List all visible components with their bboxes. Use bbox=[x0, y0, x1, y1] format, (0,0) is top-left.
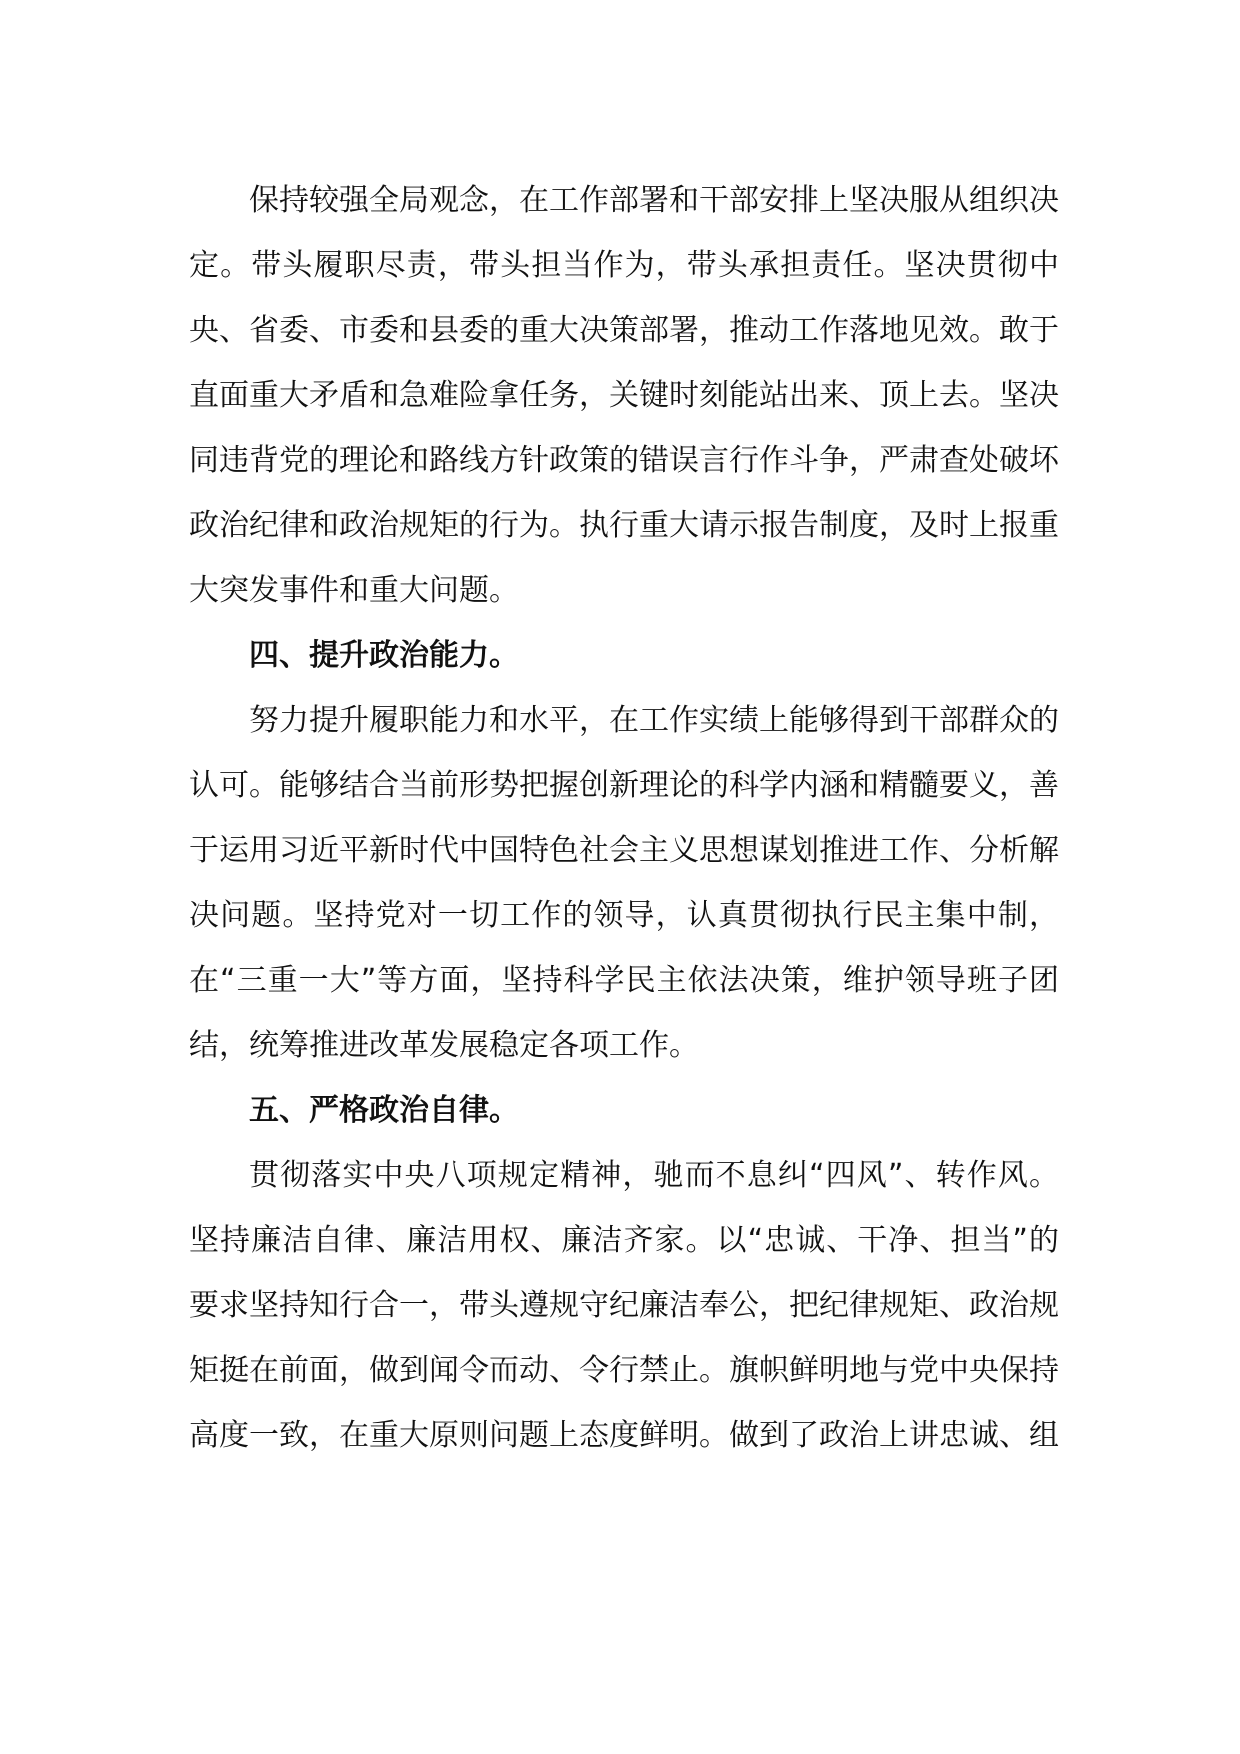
section-heading-political-self-discipline: 五、严格政治自律。 bbox=[249, 1093, 519, 1128]
paragraph-political-self-discipline: 贯彻落实中央八项规定精神，驰而不息纠“四风”、转作风。坚持廉洁自律、廉洁用权、廉洁齐家。以“忠诚、干净、担当”的要求坚持知行合一，带头遵规守纪廉洁奉公，把纪律规矩、政治规矩挺在前面，做到闻令而动、令行禁止。旗帜鲜明地与党中央保持高度一致，在重大原则问题上态度鲜明。做到了政治上讲忠诚、组 bbox=[189, 1158, 1059, 1453]
section-heading-political-ability: 四、提升政治能力。 bbox=[249, 638, 519, 673]
paragraph-political-ability: 努力提升履职能力和水平，在工作实绩上能够得到干部群众的认可。能够结合当前形势把握创新理论的科学内涵和精髓要义，善于运用习近平新时代中国特色社会主义思想谋划推进工作、分析解决问题。坚持党对一切工作的领导，认真贯彻执行民主集中制，在“三重一大”等方面，坚持科学民主依法决策，维护领导班子团结，统筹推进改革发展稳定各项工作。 bbox=[189, 703, 1059, 1063]
document-page bbox=[189, 168, 1059, 1468]
paragraph-overall-view: 保持较强全局观念，在工作部署和干部安排上坚决服从组织决定。带头履职尽责，带头担当作为，带头承担责任。坚决贯彻中央、省委、市委和县委的重大决策部署，推动工作落地见效。敢于直面重大矛盾和急难险拿任务，关键时刻能站出来、顶上去。坚决同违背党的理论和路线方针政策的错误言行作斗争，严肃查处破坏政治纪律和政治规矩的行为。执行重大请示报告制度，及时上报重大突发事件和重大问题。 bbox=[189, 183, 1059, 608]
